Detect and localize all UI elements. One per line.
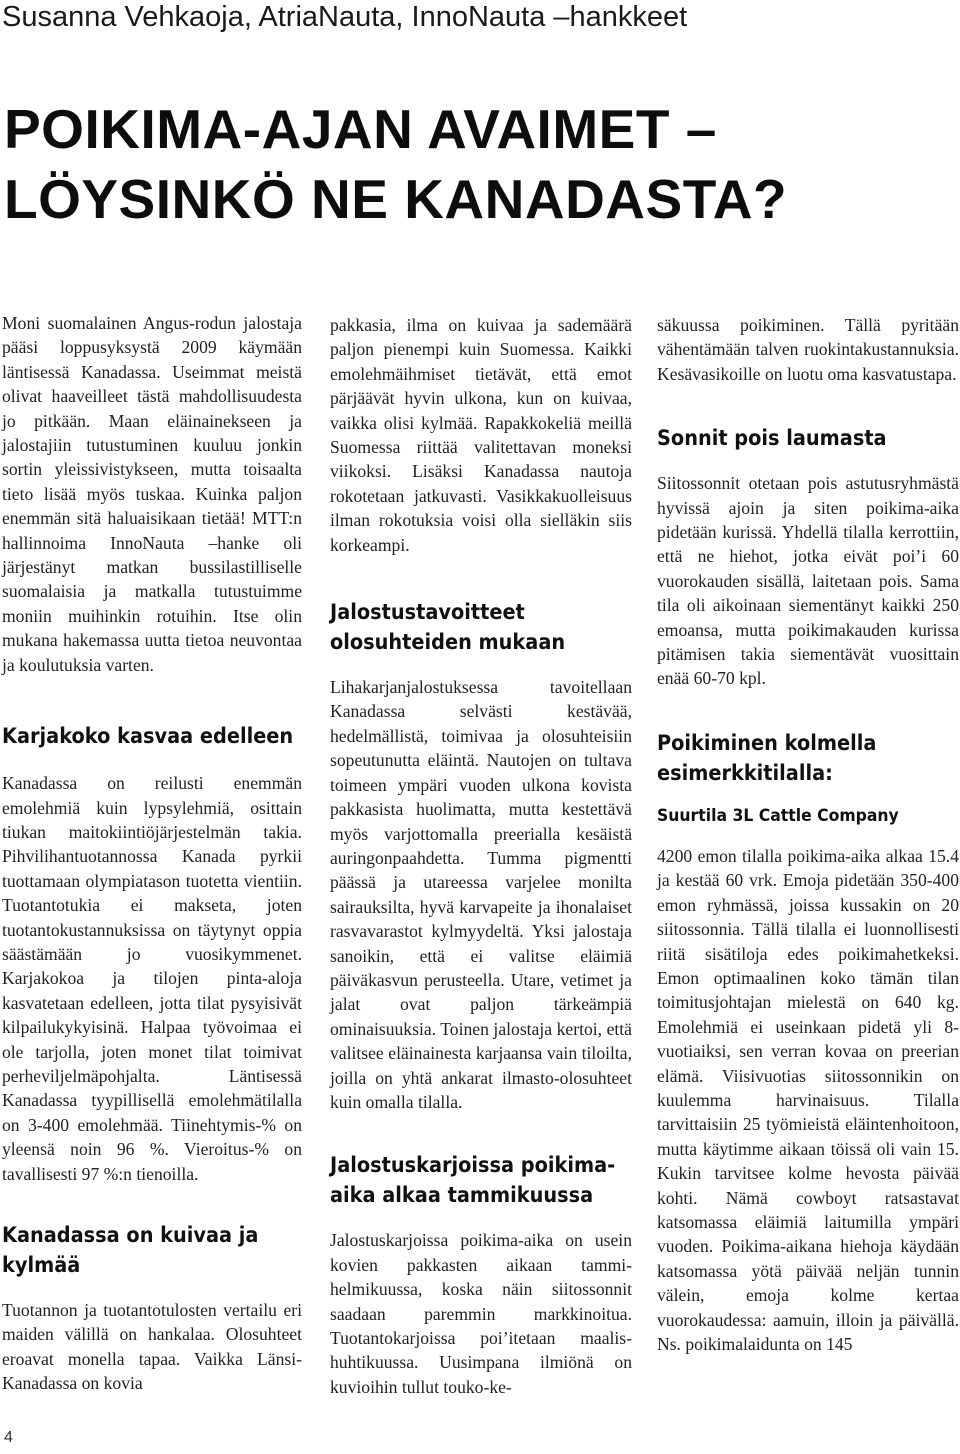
article-headline xyxy=(4,94,787,234)
body-paragraph: Lihakarjanjalostuksessa tavoitellaan Kanadassa selvästi kestävää, hedelmällistä, toimivaa ja olosuhteisiin sopeutunutta eläintä. Nautojen on tultava toimeen ympäri vuoden ulkona kovista pakkasista huolimatta, mutta kestettävä myös varjottomalla preerialla kesäistä auringonpaahdetta. Tumma pigmentti päässä ja utareessa varjelee monilta sairauksilta, hyvä karvapeite ja ihonalaiset rasvavarastot kylmyydeltä. Yksi jalostaja sanoikin, että ei valitse eläimiä päiväkasvun perusteella. Utare, vetimet ja jalat ovat paljon tärkeämpiä ominaisuuksia. Toinen jalostaja kertoi, että valitsee eläinainesta karjaansa vain tiloilta, joilla on yhtä ankarat ilmasto-olosuhteet kuin omalla tilalla. xyxy=(330,677,632,1112)
body-paragraph: pakkasia, ilma on kuivaa ja sademäärä paljon pienempi kuin Suomessa. Kaikki emolehmäihmiset tietävät, että emot pärjäävät hyvin ulkona, kun on kuivaa, vaikka olisi kylmää. Rapakkokeliä meillä Suomessa riittää valitettavan moneksi viikoksi. Lisäksi Kanadassa nautoja rokotetaan jatkuvasti. Vasikkakuolleisuus ilman rokotuksia voisi olla sielläkin siis korkeampi. xyxy=(330,315,632,555)
page-number: 4 xyxy=(4,1429,13,1446)
section-heading-sonnit: Sonnit pois laumasta xyxy=(657,426,887,451)
intro-paragraph: Moni suomalainen Angus-rodun jalostaja pääsi loppusyksystä 2009 käymään läntisessä Kanadassa. Useimmat meistä olivat haaveilleet tästä mahdollisuudesta jo pitkään. Maan eläinainekseen ja jalostajiin tutustuminen kuuluu jonkin sortin yleissivistykseen, mutta toisaalta tieto lisää myös tuskaa. Kuinka paljon enemmän sitä haluaisikaan tietää! MTT:n hallinnoima InnoNauta –hanke oli järjestänyt matkan bussilastilliselle suomalaisia ja matkalla tutustuimme moniin muihinkin rotuihin. Itse olin mukana hakemassa uutta tietoa neuvontaa ja koulutuksia varten. xyxy=(2,313,302,675)
body-paragraph: säkuussa poikiminen. Tällä pyritään vähentämään talven ruokintakustannuksia. Kesävasikoille on luotu oma kasvatustapa. xyxy=(657,315,959,384)
section-heading-karjakoko: Karjakoko kasvaa edelleen xyxy=(2,724,294,749)
article-column-3 xyxy=(657,313,959,1356)
subheading-suurtila: Suurtila 3L Cattle Company xyxy=(657,805,899,826)
section-heading-jalostustavoitteet: Jalostustavoitteet olosuhteiden mukaan xyxy=(330,600,566,655)
section-heading-poikiminen: Poikiminen kolmella esimerkkitilalla: xyxy=(657,730,877,785)
body-paragraph: Jalostuskarjoissa poikima-aika on usein kovien pakkasten aikaan tammi-helmikuussa, koska näin siitossonnit saadaan paremmin markkinoitua. Tuotantokarjoissa poi’itetaan maalis-huhtikuussa. Uusimpana ilmiönä on kuvioihin tullut touko-ke- xyxy=(330,1230,632,1397)
section-heading-kuivaa-kylmaa: Kanadassa on kuivaa ja kylmää xyxy=(2,1223,259,1277)
headline-line-2: LÖYSINKÖ NE KANADASTA? xyxy=(4,168,788,230)
body-paragraph: 4200 emon tilalla poikima-aika alkaa 15.4 ja kestää 60 vrk. Emoja pidetään 350-400 emon ryhmässä, joissa kussakin on 20 siitossonnia. Tällä tilalla ei luonnollisesti riitä sisätiloja edes poikimahetkeksi. Emon optimaalinen koko tämän tilan toimitusjohtajan mielestä on 640 kg. Emolehmiä ei useinkaan pidetä yli 8-vuotiaiksi, sen verran kovaa on preerian elämä. Viisivuotias siitossonnikin on kuulemma harvinaisuus. Tilalla tarvittaisiin 25 työmieistä eläintenhoitoon, mutta käytimme aikaan töissä oli vain 15. Kukin tarvitsee kolme hevosta päivää kohti. Nämä cowboyt ratsastavat katsomassa eläimiä laitumilla ympäri vuoden. Poikima-aikana hiehoja käydään katsomassa yötä päivää neljän tunnin välein, emoja kolme kertaa vuorokaudessa: aamuin, illoin ja päivällä. Ns. poikimalaidunta on 145 xyxy=(657,845,959,1354)
section-heading-jalostuskarjoissa: Jalostuskarjoissa poikima-aika alkaa tammikuussa xyxy=(330,1153,616,1208)
body-paragraph: Siitossonnit otetaan pois astutusryhmästä hyvissä ajoin ja siten poikima-aika pidetään kurissä. Yhdellä tilalla kerrottiin, että ne hiehot, jotka eivät poi’i 60 vuorokauden sisällä, laitetaan pois. Sama tila oli aikoinaan siementänyt kaikki 250 emoansa, mutta poikimakauden kurissa pitämisen takia siementävät vuosittain enää 60-70 kpl. xyxy=(657,473,959,689)
article-column-1 xyxy=(2,311,302,1396)
author-kicker: Susanna Vehkaoja, AtriaNauta, InnoNauta –hankkeet xyxy=(2,1,688,33)
body-paragraph: Tuotannon ja tuotantotulosten vertailu eri maiden välillä on hankalaa. Olosuhteet eroavat monella tapaa. Vaikka Länsi-Kanadassa on kovia xyxy=(2,1300,302,1394)
headline-line-1: POIKIMA-AJAN AVAIMET – xyxy=(4,98,717,160)
body-paragraph: Kanadassa on reilusti enemmän emolehmiä kuin lypsylehmiä, osittain tiukan maitokiintiöjärjestelmän takia. Pihvilihantuotannossa Kanada pyrkii tuottamaan olympiatason tuotetta vientiin. Tuotantotukia ei makseta, joten tuotantokustannuksissa on täytynyt oppia säästämään jo vuosikymmenet. Karjakokoa ja tilojen pinta-aloja kasvatetaan edelleen, jotta tilat pysyisivät kilpailukykyisinä. Halpaa työvoimaa ei ole tarjolla, joten monet tilat toimivat perheviljelmäpohjalta. Läntisessä Kanadassa tyypillisellä emolehmätilalla on 3-400 emolehmää. Tiinehtymis-% on yleensä noin 96 %. Vieroitus-% on tavallisesti 97 %:n tienoilla. xyxy=(2,773,302,1184)
article-column-2 xyxy=(330,313,632,1399)
